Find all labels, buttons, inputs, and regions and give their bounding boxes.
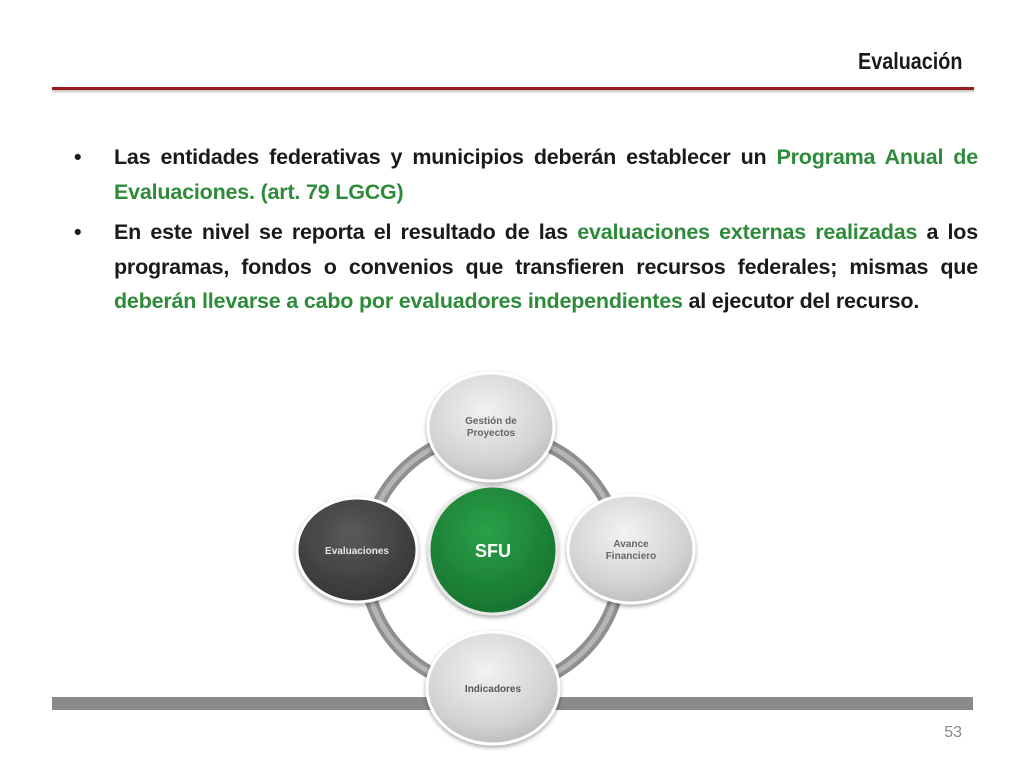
bullet-2-text-a: En este nivel se reporta el resultado de las	[114, 220, 578, 244]
slide-title: Evaluación	[857, 48, 962, 74]
bullet-marker: •	[74, 145, 82, 169]
bullet-2-highlight-a: evaluaciones externas realizadas	[577, 220, 918, 244]
node-gestion-proyectos	[428, 373, 554, 481]
node-gestion-label-2: Proyectos	[466, 428, 516, 439]
node-indicadores-label: Indicadores	[464, 684, 522, 695]
node-avance-label-2: Financiero	[605, 551, 657, 562]
node-avance-label-1: Avance	[613, 539, 649, 550]
bullet-2-text-c: al ejecutor del recurso.	[682, 289, 920, 313]
node-gestion-label-1: Gestión de	[465, 416, 517, 427]
bullet-1-text: Las entidades federativas y municipios deberán establecer un	[114, 145, 777, 169]
page-number: 53	[944, 724, 962, 741]
center-node-label: SFU	[475, 541, 511, 561]
bullet-2-text-b: a los programas, fondos o convenios que transfieren recursos federales; mismas que	[114, 220, 978, 279]
bullet-marker: •	[74, 220, 82, 244]
node-evaluaciones-label: Evaluaciones	[325, 546, 389, 557]
bullet-2-highlight-b: deberán llevarse a cabo por evaluadores independientes	[114, 289, 683, 313]
bullet-1-highlight: Programa Anual de Evaluaciones. (art. 79 LGCG)	[114, 145, 978, 204]
